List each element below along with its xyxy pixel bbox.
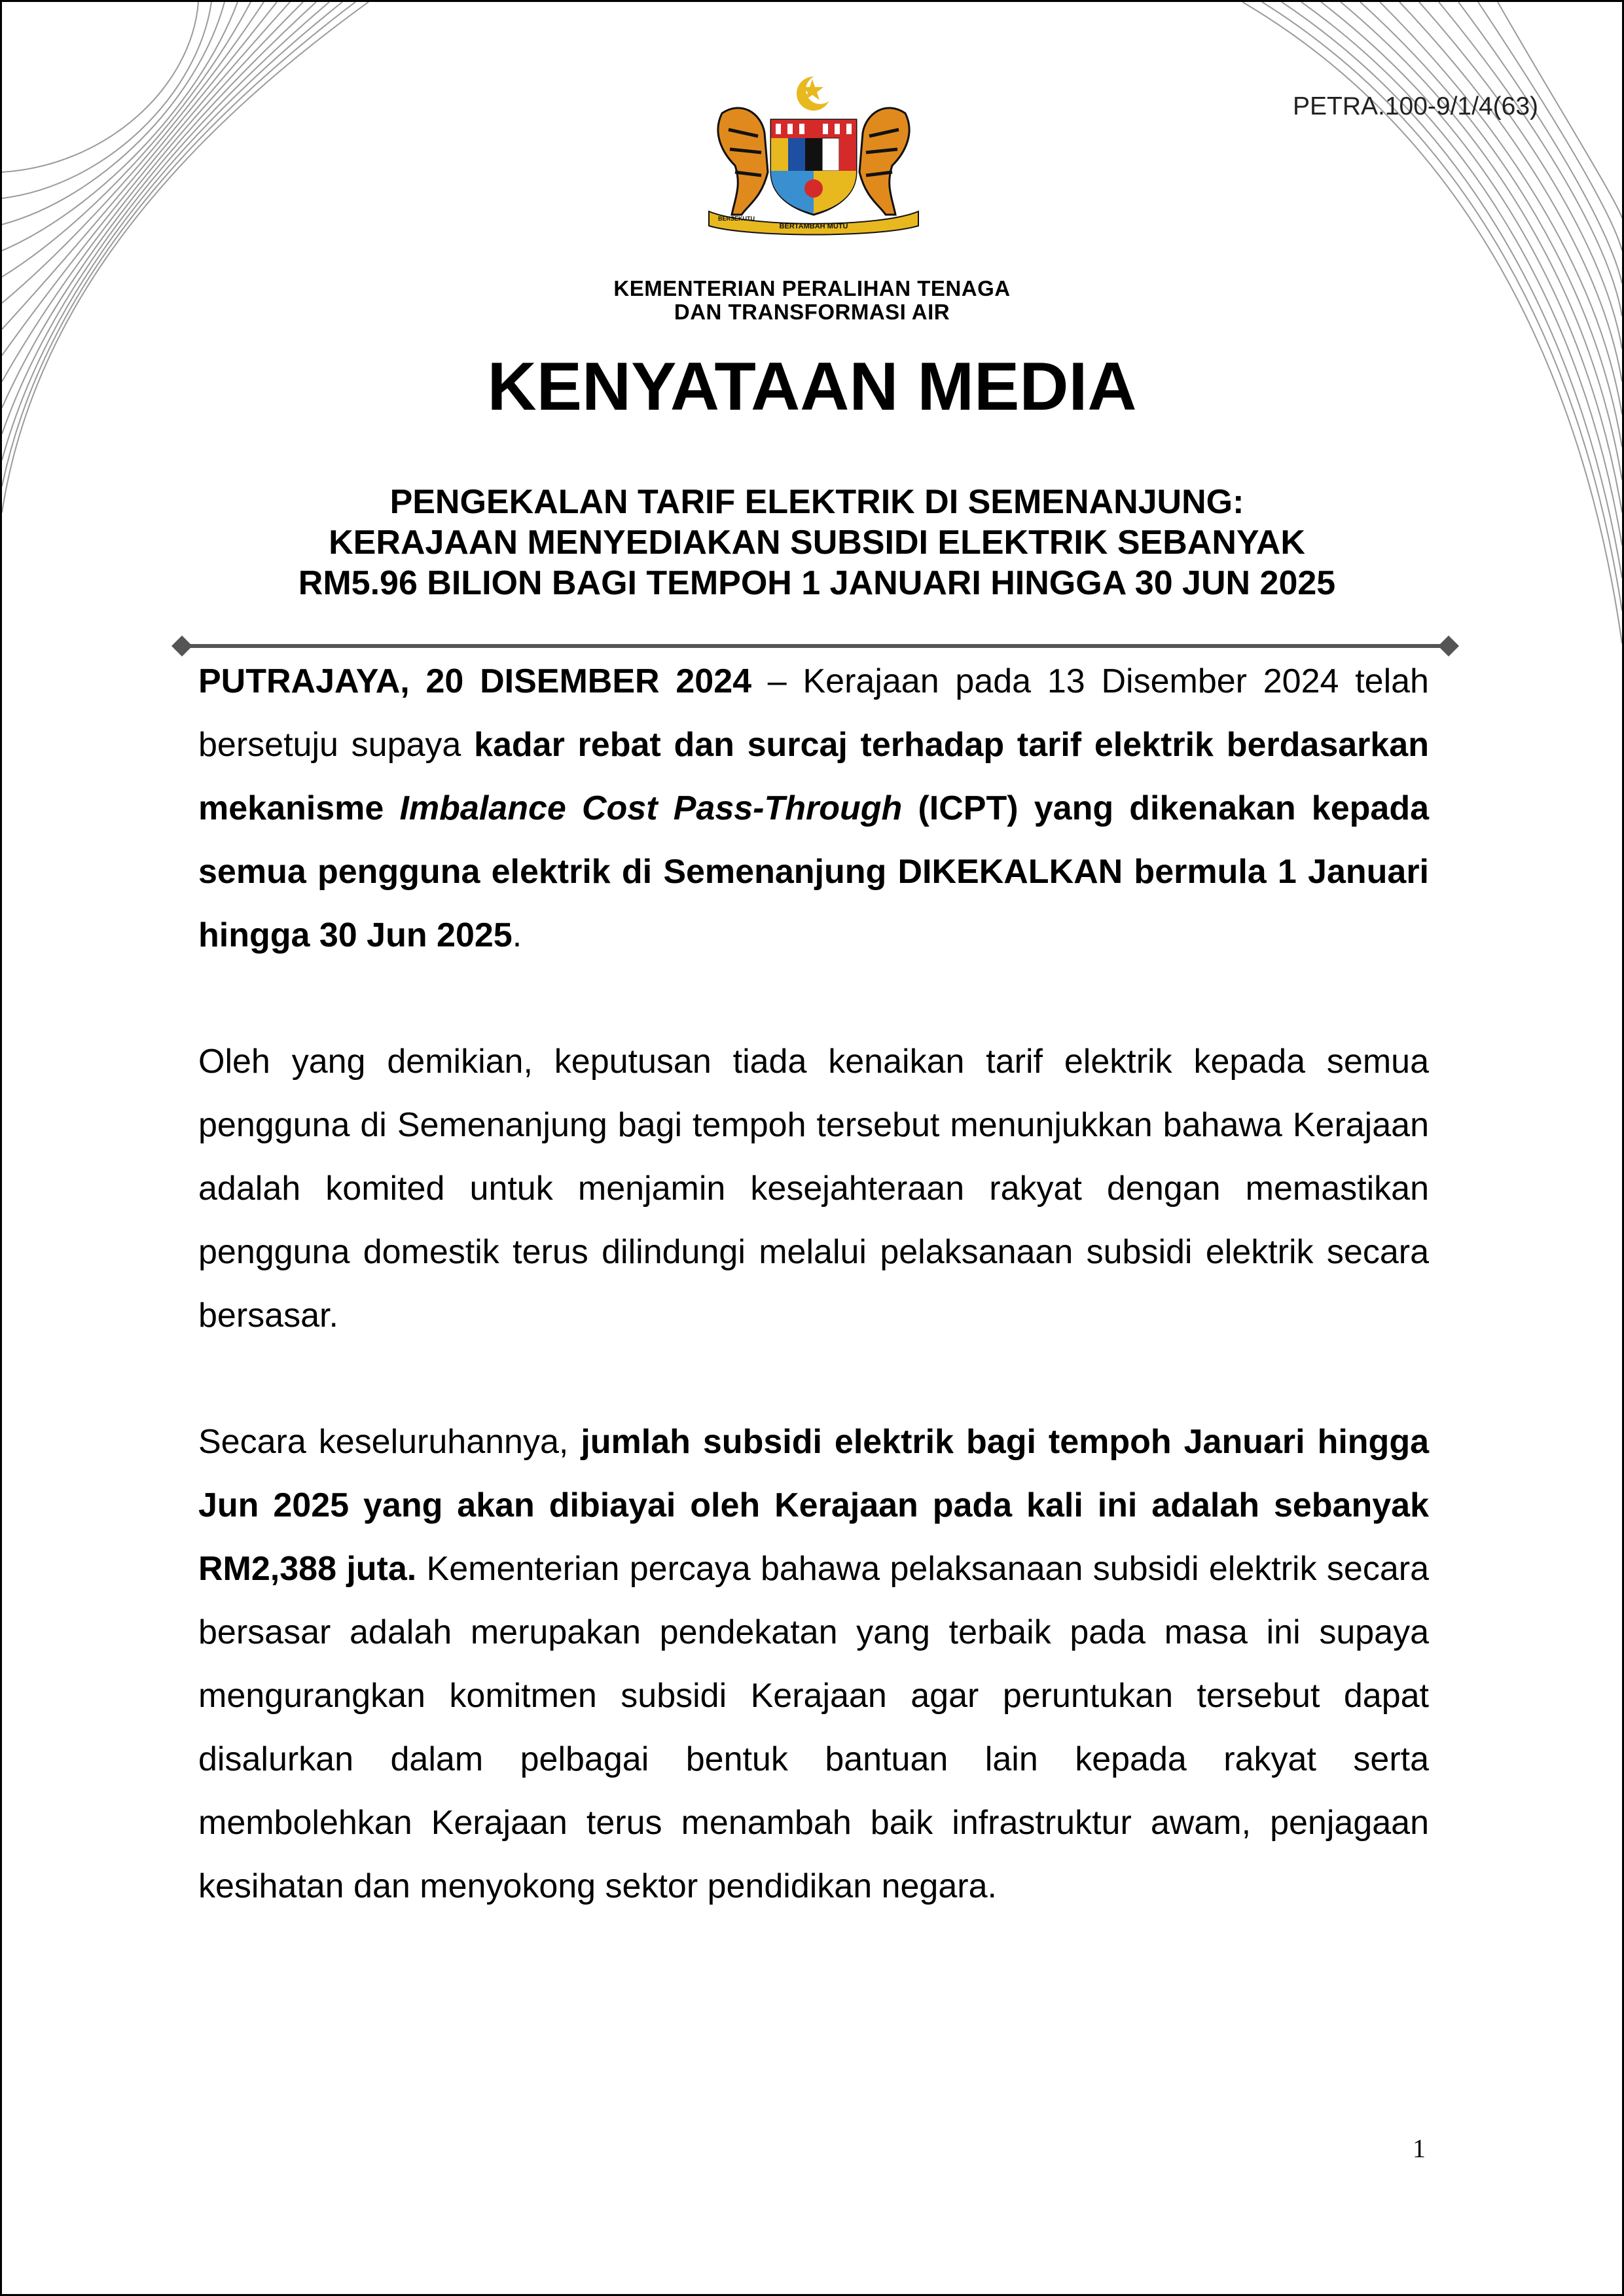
paragraph-2: Oleh yang demikian, keputusan tiada kenaikan tarif elektrik kepada semua pengguna di Semenanjung bagi tempoh tersebut menunjukkan bahawa Kerajaan adalah komited untuk menjamin kesejahteraan rakyat dengan memastikan pengguna domestik terus dilindungi melalui pelaksanaan subsidi elektrik secara bersasar.	[198, 1043, 1429, 1335]
headline	[133, 482, 1501, 603]
paragraph-3-text-a: Secara keseluruhannya,	[198, 1423, 581, 1461]
paragraph-1	[198, 650, 1429, 967]
paragraph-1-text-a: – Kerajaan pada 13 Disember 2024 telah bersetuju supaya	[198, 662, 1429, 764]
crest-motto-left: BERSEKUTU	[717, 215, 755, 222]
decorative-curves-left	[2, 2, 408, 539]
press-release-body	[198, 650, 1429, 1981]
ministry-line-1: KEMENTERIAN PERALIHAN TENAGA	[613, 276, 1011, 300]
ministry-name	[2, 277, 1622, 324]
paragraph-1-bold-a: kadar rebat dan surcaj terhadap tarif elektrik berdasarkan mekanisme	[198, 726, 1429, 827]
headline-line-3: RM5.96 BILION BAGI TEMPOH 1 JANUARI HINGGA 30 JUN 2025	[298, 564, 1336, 602]
headline-line-2: KERAJAAN MENYEDIAKAN SUBSIDI ELEKTRIK SEBANYAK	[329, 524, 1305, 562]
page-number: 1	[1413, 2134, 1426, 2163]
paragraph-1-text-b: .	[512, 916, 522, 954]
paragraph-3-text-b: Kementerian percaya bahawa pelaksanaan subsidi elektrik secara bersasar adalah merupakan pendekatan yang terbaik pada masa ini supaya mengurangkan komitmen subsidi Kerajaan agar peruntukan tersebut dapat disalurkan dalam pelbagai bentuk bantuan lain kepada rakyat serta membolehkan Kerajaan terus menambah baik infrastruktur awam, penjagaan kesihatan dan menyokong sektor pendidikan negara.	[198, 1550, 1429, 1905]
paragraph-1-bold-b: (ICPT) yang dikenakan kepada semua pengguna elektrik di Semenanjung DIKEKALKAN bermula 1 Januari hingga 30 Jun 2025	[198, 789, 1429, 954]
reference-number: PETRA.100-9/1/4(63)	[1292, 92, 1538, 120]
crest-motto: BERTAMBAH MUTU	[779, 223, 848, 230]
ministry-line-2: DAN TRANSFORMASI AIR	[674, 300, 950, 324]
paragraph-3-bold: jumlah subsidi elektrik bagi tempoh Januari hingga Jun 2025 yang akan dibiayai oleh Kerajaan pada kali ini adalah sebanyak RM2,388 juta.	[198, 1423, 1430, 1588]
page-title: KENYATAAN MEDIA	[487, 349, 1137, 425]
paragraph-3	[198, 1410, 1429, 1918]
headline-line-1: PENGEKALAN TARIF ELEKTRIK DI SEMENANJUNG:	[389, 483, 1244, 521]
dateline: PUTRAJAYA, 20 DISEMBER 2024	[198, 662, 752, 700]
paragraph-1-italic: Imbalance Cost Pass-Through	[399, 789, 903, 827]
malaysia-coat-of-arms-icon	[696, 74, 931, 238]
